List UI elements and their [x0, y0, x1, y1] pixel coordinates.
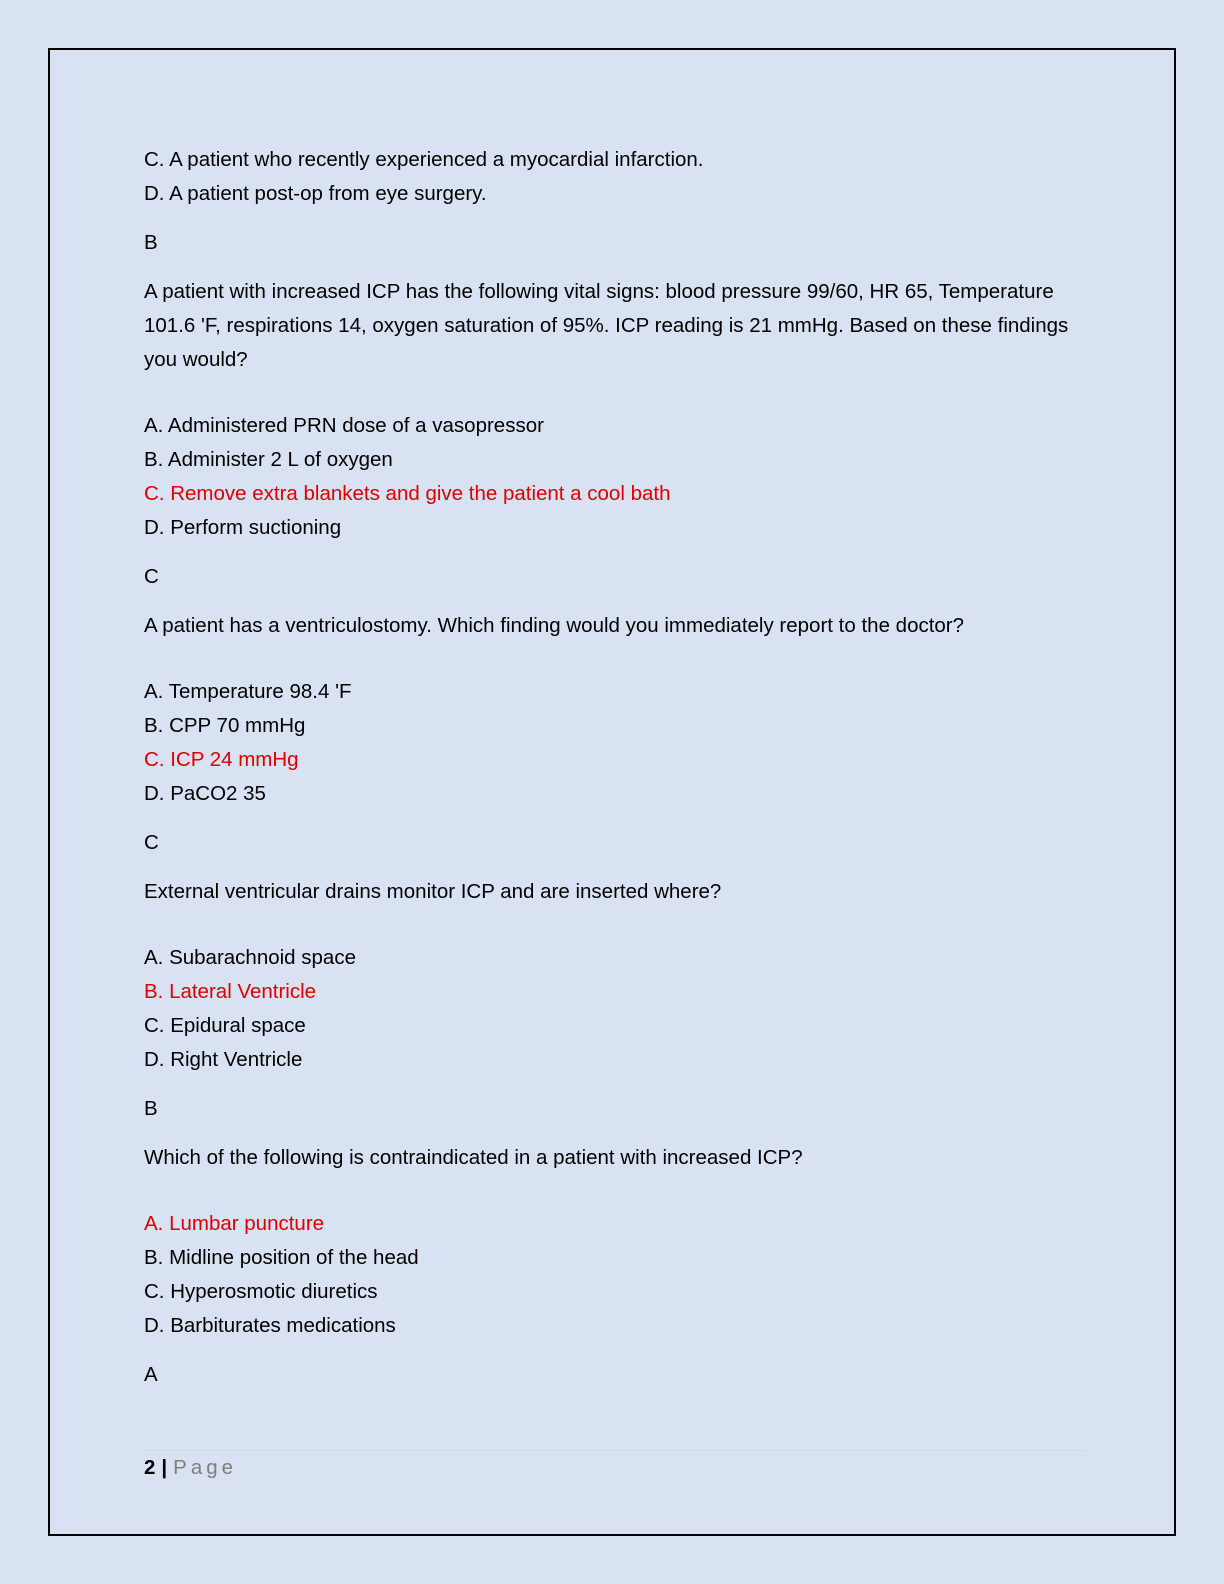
option-c: C. Epidural space: [144, 1014, 306, 1037]
option-d: D. Barbiturates medications: [144, 1314, 396, 1337]
question-text: Which of the following is contraindicated in a patient with increased ICP?: [144, 1146, 803, 1169]
option-d: D. A patient post-op from eye surgery.: [144, 182, 487, 205]
option-d: D. PaCO2 35: [144, 782, 266, 805]
option-a: A. Subarachnoid space: [144, 946, 356, 969]
option-d: D. Right Ventricle: [144, 1048, 303, 1071]
correct-option-a: A. Lumbar puncture: [144, 1212, 325, 1235]
question-text: A patient with increased ICP has the following vital signs: blood pressure 99/60, HR 65, Temperature 101.6 'F, respirations 14, oxygen saturation of 95%. ICP reading is 21 mmHg. Based on these findings you would?: [144, 280, 1069, 371]
option-c: C. A patient who recently experienced a myocardial infarction.: [144, 148, 704, 171]
option-b: B. CPP 70 mmHg: [144, 714, 306, 737]
option-a: A. Temperature 98.4 'F: [144, 680, 352, 703]
question-text: External ventricular drains monitor ICP and are inserted where?: [144, 880, 722, 903]
page-footer: [144, 1450, 1084, 1483]
correct-option-b: B. Lateral Ventricle: [144, 980, 317, 1003]
answer-key: C: [144, 565, 159, 588]
option-c: C. Hyperosmotic diuretics: [144, 1280, 378, 1303]
option-d: D. Perform suctioning: [144, 516, 342, 539]
option-b: B. Administer 2 L of oxygen: [144, 448, 393, 471]
answer-key: C: [144, 831, 159, 854]
answer-key: B: [144, 1097, 158, 1120]
page-label: Page: [173, 1456, 238, 1479]
option-a: A. Administered PRN dose of a vasopressor: [144, 414, 544, 437]
document-body: [144, 143, 1084, 1392]
option-b: B. Midline position of the head: [144, 1246, 419, 1269]
correct-option-c: C. Remove extra blankets and give the patient a cool bath: [144, 482, 671, 505]
answer-key: A: [144, 1363, 158, 1386]
answer-key: B: [144, 231, 158, 254]
footer-separator: |: [161, 1456, 168, 1479]
question-text: A patient has a ventriculostomy. Which finding would you immediately report to the doctor?: [144, 614, 965, 637]
page-number: 2: [144, 1456, 156, 1479]
correct-option-c: C. ICP 24 mmHg: [144, 748, 299, 771]
